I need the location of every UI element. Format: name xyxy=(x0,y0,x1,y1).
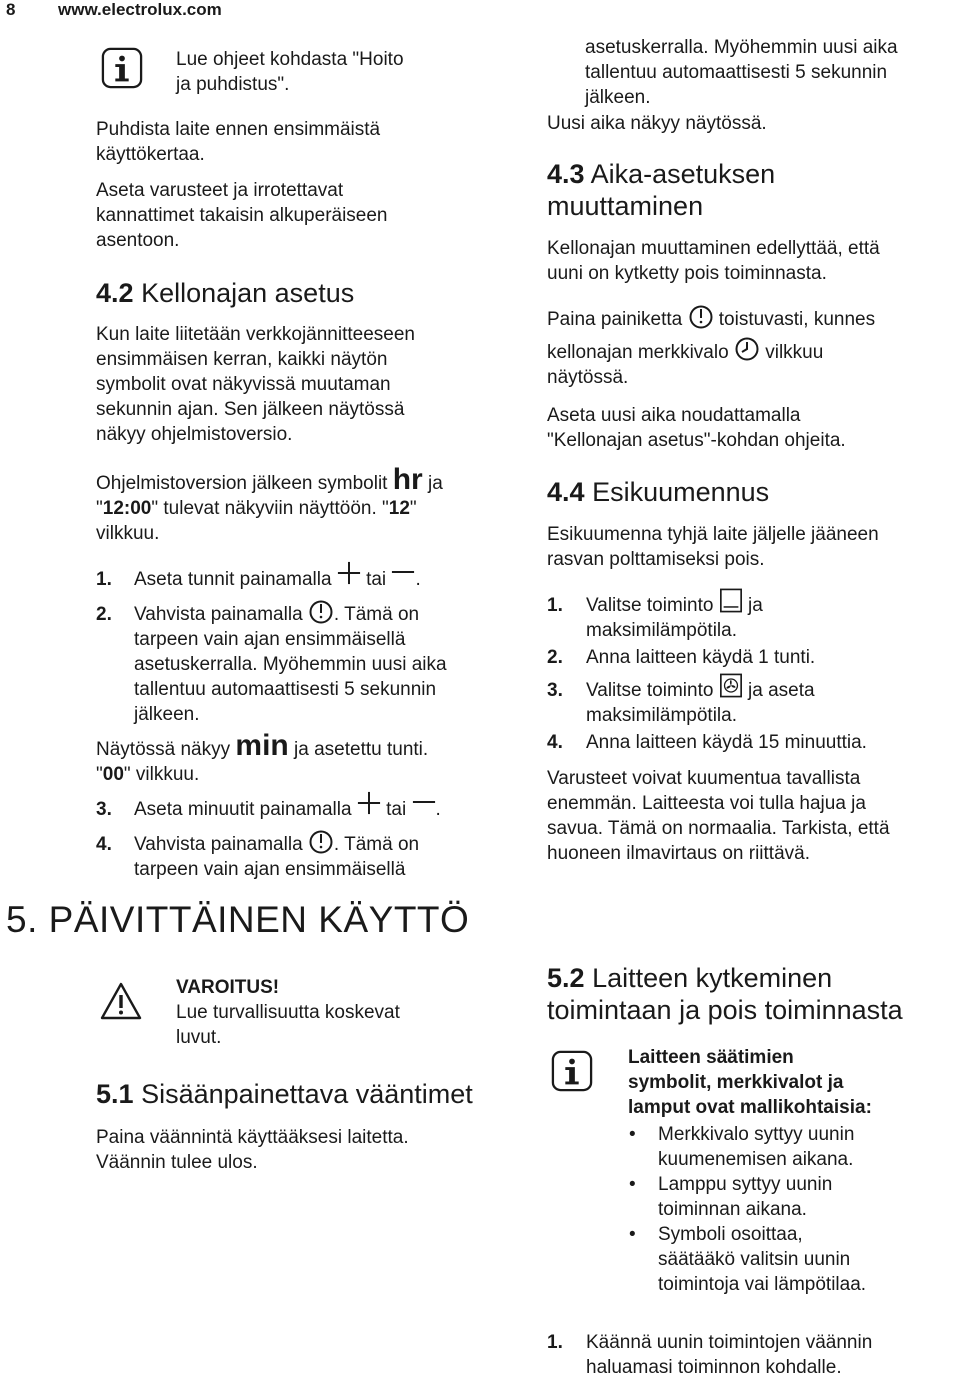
new-time-shown: Uusi aika näkyy näytössä. xyxy=(547,113,767,134)
text-line: enemmän. Laitteesta voi tulla hajua ja xyxy=(547,793,866,814)
text-line: käyttökertaa. xyxy=(96,144,205,165)
text-line: luvut. xyxy=(176,1027,222,1048)
bullet-item xyxy=(658,1222,866,1297)
clock-intro-paragraph xyxy=(96,322,415,447)
minute-value: 00 xyxy=(102,764,124,785)
section-title: Esikuumennus xyxy=(592,477,770,507)
text-line: säätääkö valitsin uunin xyxy=(658,1249,851,1270)
text-line: Puhdista laite ennen ensimmäistä xyxy=(96,119,381,140)
plus-icon xyxy=(357,791,381,815)
text-line: Aseta varusteet ja irrotettavat xyxy=(96,180,344,201)
preheat-step-3 xyxy=(586,678,815,728)
text-line: Lamppu syttyy uunin xyxy=(658,1174,833,1195)
step-1-text xyxy=(134,567,421,592)
text-fragment: Valitse toiminto xyxy=(586,680,714,701)
knob-paragraph xyxy=(96,1125,409,1175)
text-line: Käännä uunin toimintojen väännin xyxy=(586,1332,873,1353)
text-fragment: " xyxy=(96,498,103,519)
text-fragment: . xyxy=(415,569,421,590)
text-line: kannattimet takaisin alkuperäiseen xyxy=(96,205,388,226)
text-fragment: " xyxy=(96,764,103,785)
text-line: huoneen ilmavirtaus on riittävä. xyxy=(547,843,810,864)
accessories-warning-paragraph xyxy=(547,766,890,866)
warning-note xyxy=(176,975,400,1050)
text-line: symbolit, merkkivalot ja xyxy=(628,1072,844,1093)
text-fragment: toistuvasti, kunnes xyxy=(718,309,876,330)
section-number: 4.4 xyxy=(547,477,585,507)
step-number: 3. xyxy=(96,799,112,820)
accessories-paragraph xyxy=(96,178,388,253)
section-number: 4.2 xyxy=(96,278,134,308)
bullet-marker: • xyxy=(629,1174,636,1195)
text-line: asetuskerralla. Myöhemmin uusi aika xyxy=(585,37,898,58)
step-number: 3. xyxy=(547,680,563,701)
text-line: tarpeen vain ajan ensimmäisellä xyxy=(134,859,406,880)
text-line: savua. Tämä on normaalia. Tarkista, että xyxy=(547,818,890,839)
clock-indicator-icon xyxy=(734,336,760,362)
text-line: näytössä. xyxy=(547,367,629,388)
text-line: uuni on kytketty pois toiminnasta. xyxy=(547,263,827,284)
text-line: sekunnin ajan. Sen jälkeen näytössä xyxy=(96,399,405,420)
text-fragment: tai xyxy=(366,569,387,590)
text-fragment: Paina painiketta xyxy=(547,309,683,330)
text-fragment: Vahvista painamalla xyxy=(134,834,303,855)
section-5-2-heading xyxy=(547,962,903,1026)
text-line: Merkkivalo syttyy uunin xyxy=(658,1124,855,1145)
text-line: tarpeen vain ajan ensimmäisellä xyxy=(134,629,406,650)
preheat-step-2: Anna laitteen käydä 1 tunti. xyxy=(586,647,816,668)
warning-icon xyxy=(99,981,143,1021)
step-number: 2. xyxy=(96,604,112,625)
text-line: Väännin tulee ulos. xyxy=(96,1152,258,1173)
warning-title: VAROITUS! xyxy=(176,977,280,998)
text-line: asetuskerralla. Myöhemmin uusi aika xyxy=(134,654,447,675)
text-line: haluamasi toiminnon kohdalle. xyxy=(586,1357,842,1378)
text-line: Kun laite liitetään verkkojännitteeseen xyxy=(96,324,415,345)
symbols-paragraph xyxy=(96,463,443,546)
text-fragment: Valitse toiminto xyxy=(586,595,714,616)
section-number: 5.2 xyxy=(547,963,585,993)
section-title: toimintaan ja pois toiminnasta xyxy=(547,995,903,1025)
text-fragment: " vilkkuu. xyxy=(123,764,200,785)
time-value: 12:00 xyxy=(102,498,152,519)
text-line: toiminnan aikana. xyxy=(658,1199,807,1220)
fan-heating-icon xyxy=(719,672,743,699)
info-note-line: ja puhdistus". xyxy=(176,74,290,95)
section-5-1-heading xyxy=(96,1078,473,1110)
text-line: Laitteen säätimien xyxy=(628,1047,794,1068)
press-button-paragraph xyxy=(547,307,875,390)
bullet-marker: • xyxy=(629,1224,636,1245)
text-fragment: Ohjelmistoversion jälkeen symbolit xyxy=(96,473,388,494)
bullet-marker: • xyxy=(629,1124,636,1145)
section-title: Kellonajan asetus xyxy=(141,278,355,308)
text-fragment: " tulevat näkyviin näyttöön. " xyxy=(151,498,389,519)
info-note-line: Lue ohjeet kohdasta "Hoito xyxy=(176,49,404,70)
page-number: 8 xyxy=(6,0,16,19)
text-line: Varusteet voivat kuumentua tavallista xyxy=(547,768,861,789)
text-fragment: tai xyxy=(386,799,407,820)
text-fragment: . Tämä on xyxy=(333,834,420,855)
preheat-step-4: Anna laitteen käydä 15 minuuttia. xyxy=(586,732,867,753)
set-new-time-paragraph xyxy=(547,403,846,453)
text-fragment: ja xyxy=(748,595,763,616)
section-title: Laitteen kytkeminen xyxy=(592,963,833,993)
minutes-paragraph xyxy=(96,729,429,787)
bullet-item xyxy=(658,1122,854,1172)
text-fragment: kellonajan merkkivalo xyxy=(547,342,729,363)
text-line: rasvan polttamiseksi pois. xyxy=(547,549,765,570)
section-number: 4.3 xyxy=(547,159,585,189)
step-3-text xyxy=(134,797,441,822)
minus-icon xyxy=(412,790,436,814)
text-line: asentoon. xyxy=(96,230,180,251)
continued-step-text xyxy=(585,35,898,110)
time-change-paragraph xyxy=(547,236,880,286)
step-number: 4. xyxy=(547,732,563,753)
text-line: jälkeen. xyxy=(134,704,200,725)
clock-button-icon xyxy=(308,598,334,624)
text-line: Symboli osoittaa, xyxy=(658,1224,803,1245)
bullet-item xyxy=(658,1172,832,1222)
text-fragment: Näytössä näkyy xyxy=(96,739,231,760)
plus-icon xyxy=(337,561,361,585)
text-fragment: " xyxy=(409,498,417,519)
text-fragment: ja asetettu tunti. xyxy=(294,739,429,760)
clock-button-icon xyxy=(688,303,714,329)
model-note xyxy=(628,1045,872,1120)
text-fragment: ja xyxy=(428,473,443,494)
text-line: maksimilämpötila. xyxy=(586,620,737,641)
text-line: tallentuu automaattisesti 5 sekunnin xyxy=(134,679,437,700)
info-icon xyxy=(551,1050,593,1092)
step-number: 1. xyxy=(96,569,112,590)
chapter-number: 5. xyxy=(6,899,38,940)
text-line: "Kellonajan asetus"-kohdan ohjeita. xyxy=(547,430,846,451)
text-line: kuumenemisen aikana. xyxy=(658,1149,854,1170)
text-line: Aseta uusi aika noudattamalla xyxy=(547,405,801,426)
section-title: muuttaminen xyxy=(547,191,704,221)
text-fragment: . Tämä on xyxy=(333,604,420,625)
text-line: toimintoja vai lämpötilaa. xyxy=(658,1274,867,1295)
hr-symbol: hr xyxy=(392,463,423,496)
text-fragment: . xyxy=(435,799,441,820)
text-line: jälkeen. xyxy=(585,87,651,108)
min-symbol: min xyxy=(235,729,289,762)
step-number: 1. xyxy=(547,595,563,616)
chapter-5-heading xyxy=(6,899,469,941)
step-number: 1. xyxy=(547,1332,563,1353)
section-title: Sisäänpainettava vääntimet xyxy=(141,1079,473,1109)
text-line: Esikuumenna tyhjä laite jäljelle jääneen xyxy=(547,524,879,545)
minus-icon xyxy=(391,560,415,584)
text-line: lamput ovat mallikohtaisia: xyxy=(628,1097,872,1118)
text-line: Paina väännintä käyttääksesi laitetta. xyxy=(96,1127,409,1148)
step-4-text xyxy=(134,832,419,882)
preheat-step-1 xyxy=(586,593,763,643)
info-note xyxy=(176,47,404,97)
text-line: tallentuu automaattisesti 5 sekunnin xyxy=(585,62,888,83)
chapter-title: PÄIVITTÄINEN KÄYTTÖ xyxy=(48,899,470,940)
step-2-text xyxy=(134,602,447,727)
text-line: maksimilämpötila. xyxy=(586,705,737,726)
section-4-4-heading xyxy=(547,476,769,508)
site-url: www.electrolux.com xyxy=(58,0,222,19)
section-4-2-heading xyxy=(96,277,354,309)
info-icon xyxy=(101,47,143,89)
text-line: symbolit ovat näkyvissä muutaman xyxy=(96,374,391,395)
section-4-3-heading xyxy=(547,158,775,222)
text-fragment: vilkkuu xyxy=(765,342,824,363)
clock-button-icon xyxy=(308,828,334,854)
text-fragment: ja aseta xyxy=(748,680,815,701)
section-number: 5.1 xyxy=(96,1079,134,1109)
preheat-paragraph xyxy=(547,522,879,572)
section-title: Aika-asetuksen xyxy=(590,159,776,189)
text-fragment: Vahvista painamalla xyxy=(134,604,303,625)
clean-paragraph xyxy=(96,117,380,167)
conventional-heating-icon xyxy=(719,587,743,614)
text-line: Lue turvallisuutta koskevat xyxy=(176,1002,400,1023)
text-line: näkyy ohjelmistoversio. xyxy=(96,424,293,445)
text-line: vilkkuu. xyxy=(96,523,160,544)
step-number: 2. xyxy=(547,647,563,668)
hour-value: 12 xyxy=(388,498,410,519)
text-line: ensimmäisen kerran, kaikki näytön xyxy=(96,349,388,370)
text-line: Kellonajan muuttaminen edellyttää, että xyxy=(547,238,880,259)
final-step-text xyxy=(586,1330,872,1380)
step-number: 4. xyxy=(96,834,112,855)
text-fragment: Aseta tunnit painamalla xyxy=(134,569,332,590)
text-fragment: Aseta minuutit painamalla xyxy=(134,799,352,820)
